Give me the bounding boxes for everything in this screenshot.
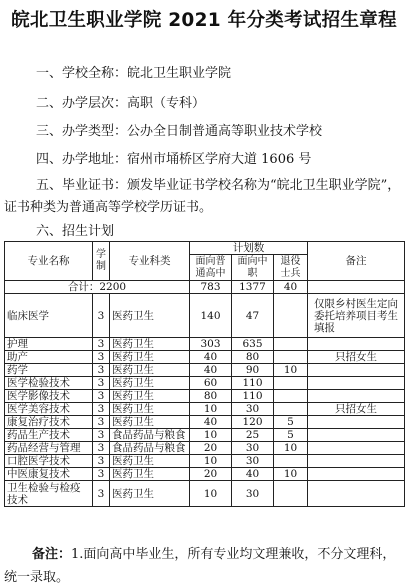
note-line-1 [32,543,395,562]
highschool-cell: 10 [190,403,232,416]
table-row [5,390,405,403]
years-cell: 3 [93,468,110,481]
table-row [5,468,405,481]
years-cell: 3 [93,403,110,416]
total-row [5,281,405,294]
remark-cell: 只招女生 [308,351,405,364]
years-cell: 3 [93,364,110,377]
vocational-cell: 40 [232,468,274,481]
table-row [5,481,405,507]
total-veterans: 40 [274,281,308,294]
major-cell: 康复治疗技术 [5,416,93,429]
category-cell: 医药卫生 [110,364,190,377]
vocational-cell: 30 [232,403,274,416]
years-cell: 3 [93,481,110,507]
years-cell: 3 [93,294,110,338]
table-row [5,294,405,338]
note-label: 备注： [32,547,72,562]
header-category: 专业科类 [110,242,190,281]
highschool-cell: 40 [190,416,232,429]
major-cell: 中医康复技术 [5,468,93,481]
remark-cell [308,364,405,377]
category-cell: 医药卫生 [110,390,190,403]
years-cell: 3 [93,377,110,390]
category-cell: 医药卫生 [110,338,190,351]
category-cell: 医药卫生 [110,416,190,429]
veterans-cell: 5 [274,429,308,442]
category-cell: 医药卫生 [110,294,190,338]
veterans-cell [274,338,308,351]
years-cell: 3 [93,455,110,468]
cert-line-2: 证书种类为普通高等学校学历证书。 [4,200,213,215]
highschool-cell: 10 [190,481,232,507]
veterans-cell: 10 [274,442,308,455]
vocational-cell: 30 [232,481,274,507]
major-cell: 临床医学 [5,294,93,338]
highschool-cell: 40 [190,364,232,377]
table-row [5,364,405,377]
category-cell: 医药卫生 [110,377,190,390]
highschool-cell: 10 [190,429,232,442]
years-cell: 3 [93,338,110,351]
remark-cell [308,455,405,468]
years-cell: 3 [93,351,110,364]
remark-cell [308,468,405,481]
vocational-cell: 30 [232,455,274,468]
highschool-cell: 140 [190,294,232,338]
highschool-cell: 10 [190,455,232,468]
table-row [5,377,405,390]
category-cell: 食品药品与粮食 [110,429,190,442]
veterans-cell [274,481,308,507]
remark-cell [308,442,405,455]
highschool-cell: 303 [190,338,232,351]
header-plan-highschool: 面向普通高中 [190,255,232,281]
total-vocational: 1377 [232,281,274,294]
highschool-cell: 20 [190,468,232,481]
info-value: 宿州市埇桥区学府大道 1606 号 [127,152,312,167]
veterans-cell: 5 [274,416,308,429]
veterans-cell [274,377,308,390]
highschool-cell: 20 [190,442,232,455]
remark-cell [308,416,405,429]
note-text: 1.面向高中毕业生，所有专业均文理兼收，不分文理科， [71,547,396,562]
remark-cell [308,377,405,390]
years-cell: 3 [93,442,110,455]
remark-cell [308,481,405,507]
remark-cell: 只招女生 [308,403,405,416]
remark-cell [308,429,405,442]
vocational-cell: 110 [232,377,274,390]
veterans-cell [274,403,308,416]
info-value: 公办全日制普通高等职业技术学校 [127,124,323,139]
total-remark [308,281,405,294]
info-label: 四、办学地址： [36,152,128,167]
major-cell: 口腔医学技术 [5,455,93,468]
total-label: 合计：2200 [5,281,190,294]
info-level [36,92,205,111]
header-major: 专业名称 [5,242,93,281]
vocational-cell: 90 [232,364,274,377]
major-cell: 医学美容技术 [5,403,93,416]
info-value: 皖北卫生职业学院 [127,66,232,81]
veterans-cell: 10 [274,468,308,481]
note-line-2: 统一录取。 [4,570,70,585]
vocational-cell: 30 [232,442,274,455]
remark-cell [308,390,405,403]
major-cell: 药品生产技术 [5,429,93,442]
highschool-cell: 60 [190,377,232,390]
table-row [5,351,405,364]
major-cell: 医学检验技术 [5,377,93,390]
vocational-cell: 47 [232,294,274,338]
years-cell: 3 [93,390,110,403]
vocational-cell: 120 [232,416,274,429]
major-cell: 药学 [5,364,93,377]
table-body [5,294,405,507]
remark-cell: 仅限乡村医生定向委托培养项目考生填报 [308,294,405,338]
page-title: 皖北卫生职业学院 2021 年分类考试招生章程 [11,10,397,31]
header-years: 学制 [93,242,110,281]
major-cell: 助产 [5,351,93,364]
table-row [5,442,405,455]
table-row [5,338,405,351]
vocational-cell: 635 [232,338,274,351]
info-label: 一、学校全称： [36,66,128,81]
major-cell: 护理 [5,338,93,351]
info-value: 高职（专科） [127,96,206,111]
category-cell: 医药卫生 [110,455,190,468]
total-highschool: 783 [190,281,232,294]
category-cell: 食品药品与粮食 [110,442,190,455]
header-plan-veterans: 退役士兵 [274,255,308,281]
table-row [5,403,405,416]
cert-line-1: 五、毕业证书：颁发毕业证书学校名称为“皖北卫生职业学院”， [36,178,401,193]
highschool-cell: 40 [190,351,232,364]
years-cell: 3 [93,429,110,442]
veterans-cell [274,351,308,364]
vocational-cell: 80 [232,351,274,364]
category-cell: 医药卫生 [110,481,190,507]
info-school-name [36,62,231,81]
vocational-cell: 25 [232,429,274,442]
info-label: 二、办学层次： [36,96,128,111]
table-row [5,429,405,442]
highschool-cell: 80 [190,390,232,403]
major-cell: 医学影像技术 [5,390,93,403]
remark-cell [308,338,405,351]
years-cell: 3 [93,416,110,429]
major-cell: 药品经营与管理 [5,442,93,455]
enrollment-plan-table [4,241,405,507]
category-cell: 医药卫生 [110,351,190,364]
table-row [5,416,405,429]
info-type [36,120,322,139]
veterans-cell [274,294,308,338]
veterans-cell [274,390,308,403]
header-plan-vocational: 面向中职 [232,255,274,281]
header-remark: 备注 [308,242,405,281]
veterans-cell [274,455,308,468]
info-address [36,148,311,167]
major-cell: 卫生检验与检疫技术 [5,481,93,507]
category-cell: 医药卫生 [110,468,190,481]
veterans-cell: 10 [274,364,308,377]
category-cell: 医药卫生 [110,403,190,416]
info-label: 三、办学类型： [36,124,128,139]
vocational-cell: 110 [232,390,274,403]
header-plan: 计划数 [190,242,308,255]
plan-heading: 六、招生计划 [36,224,115,239]
table-row [5,455,405,468]
